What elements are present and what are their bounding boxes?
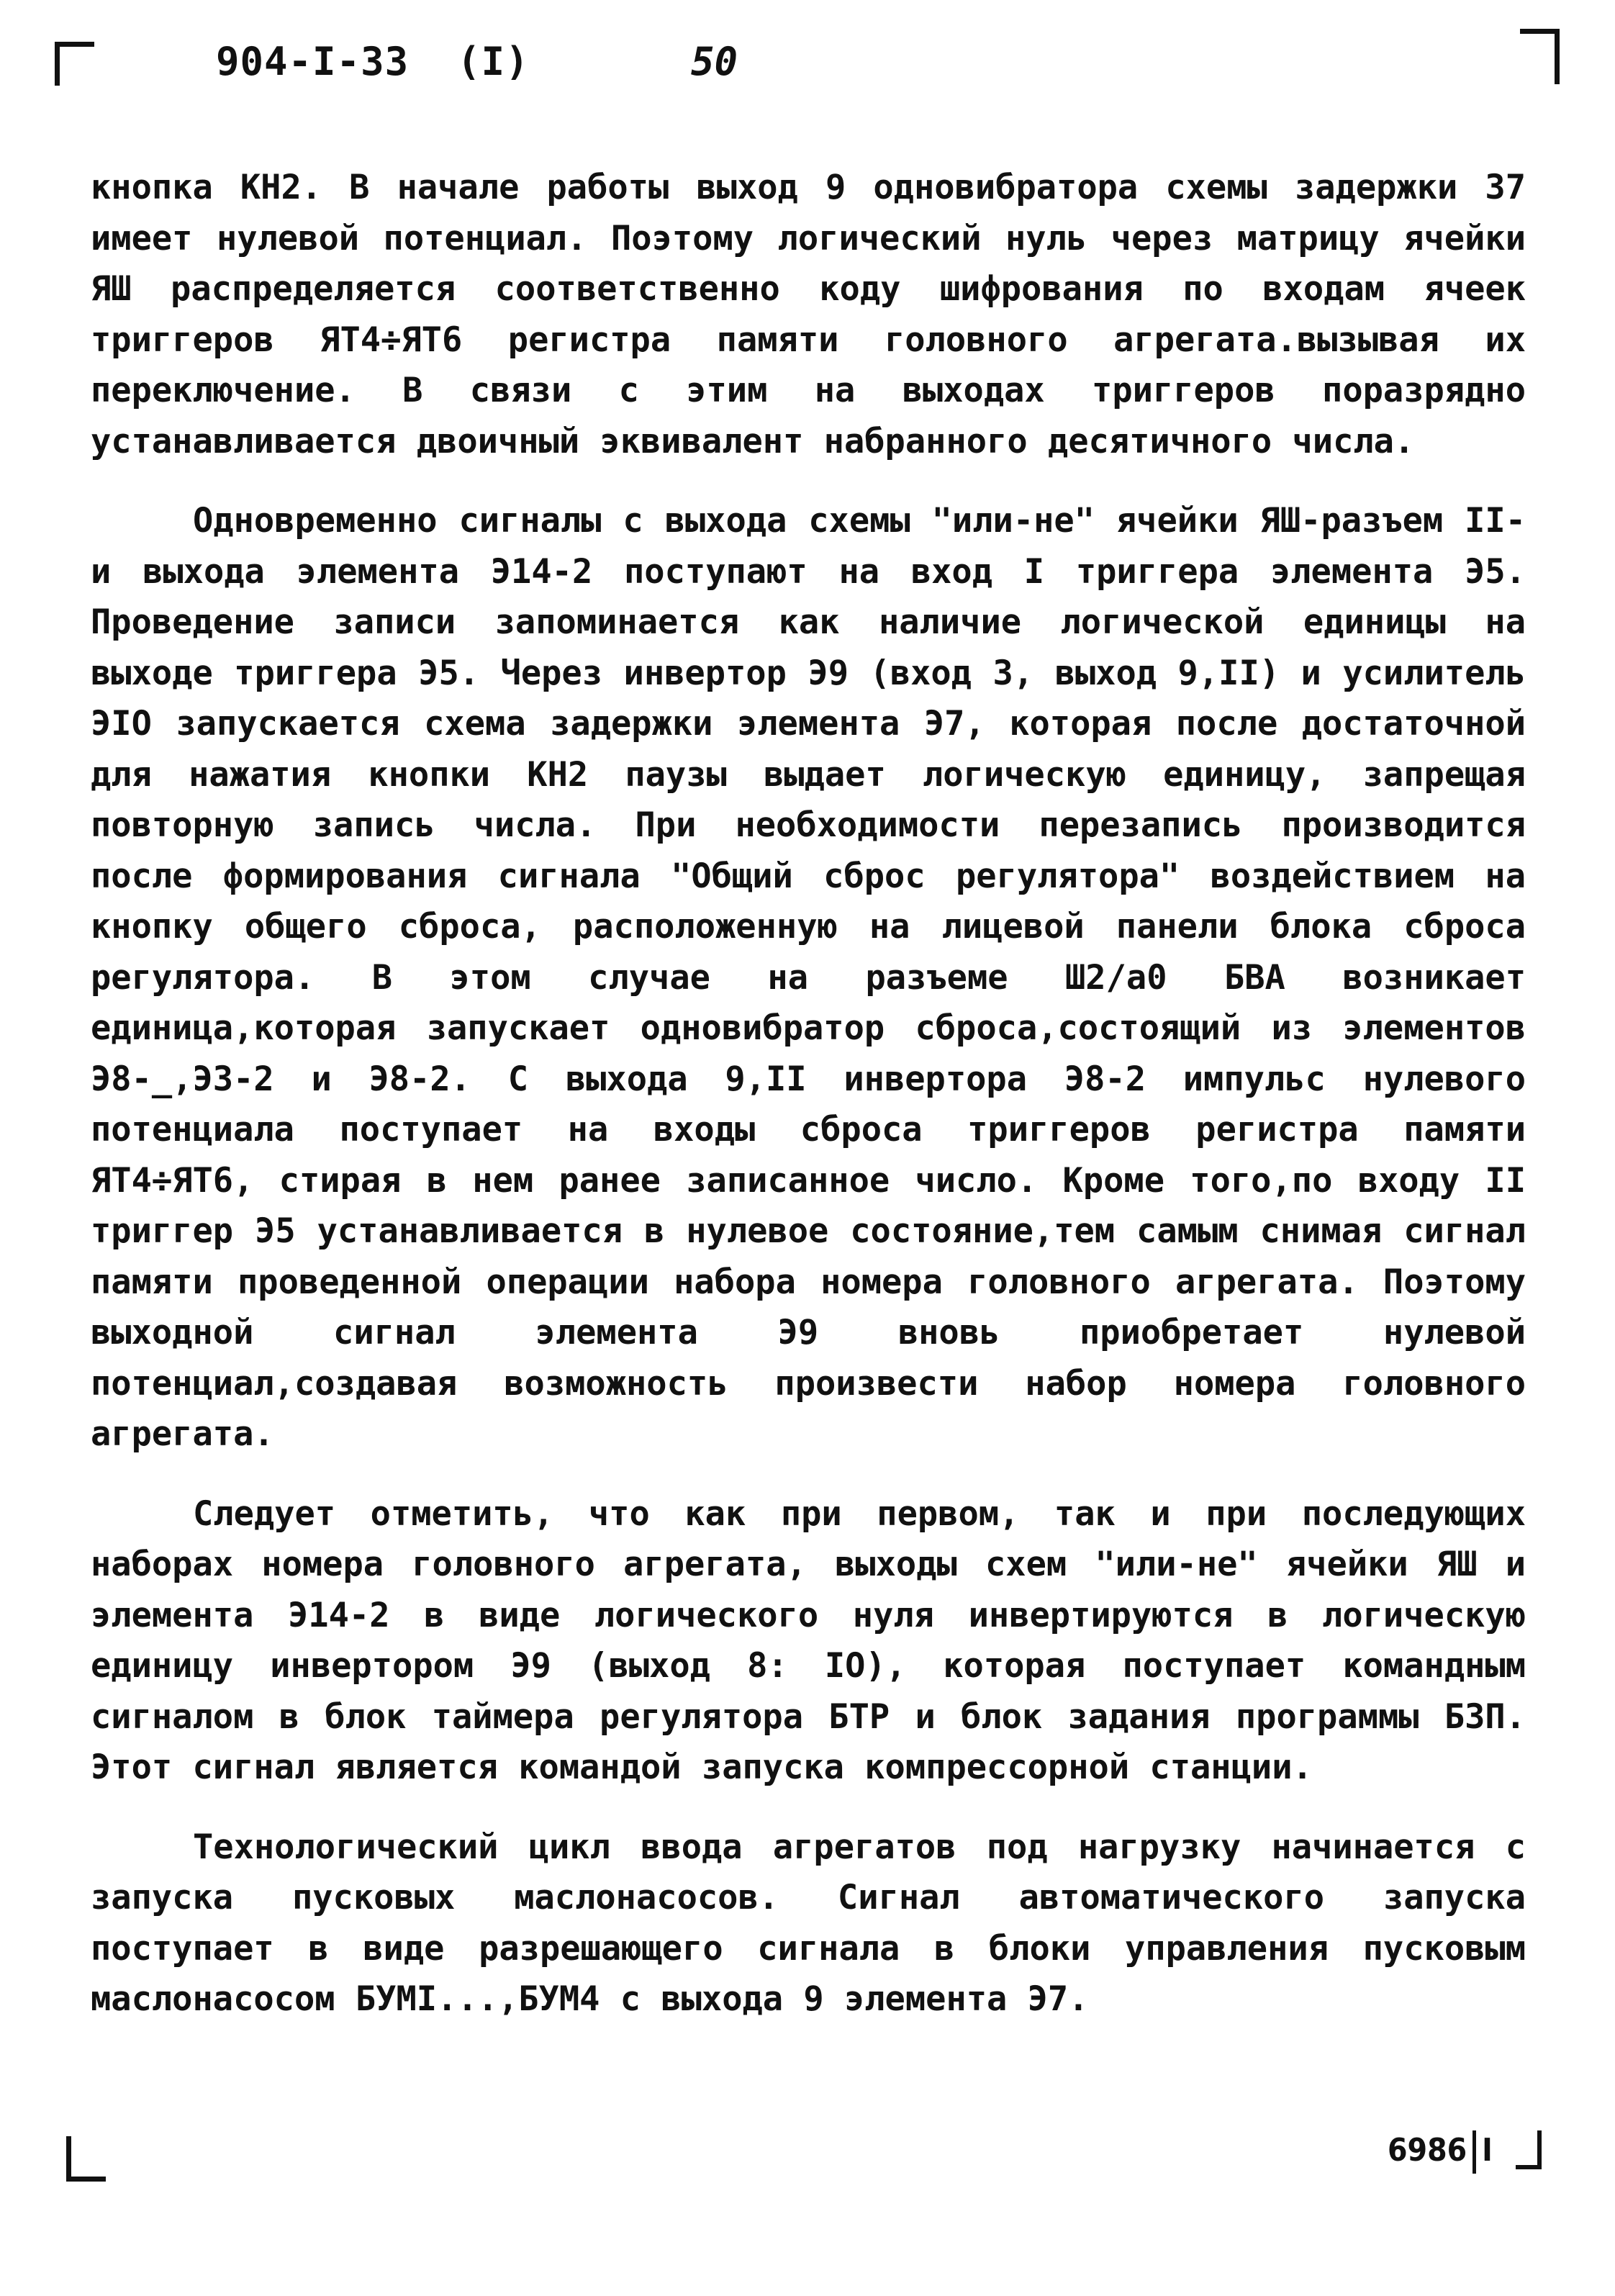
paragraph-2: Одновременно сигналы с выхода схемы "или-не" ячейки ЯШ-разъем II- и выхода элемента Э14-2 поступают на вход I триггера элемента Э5. Проведение записи запоминается как наличие логической единицы на выходе триггера Э5. Через инвертор Э9 (вход 3, выход 9,II) и усилитель ЭIO запускается схема задержки элемента Э7, которая после достаточной для нажатия кнопки КН2 паузы выдает логическую единицу, запрещая повторную запись числа. При необходимости перезапись производится после формирования сигнала "Общий сброс регулятора" воздействием на кнопку общего сброса, расположенную на лицевой панели блока сброса регулятора. В этом случае на разъеме Ш2/а0 БВА возникает единица,которая запускает одновибратор сброса,состоящий из элементов Э8-_,Э3-2 и Э8-2. С выхода 9,II инвертора Э8-2 импульс нулевого потенциала поступает на входы сброса триггеров регистра памяти ЯТ4÷ЯТ6, стирая в нем ранее записанное число. Кроме того,по входу II триггер Э5 устанавливается в нулевое состояние,тем самым снимая сигнал памяти проведенной операции набора номера головного агрегата. Поэтому выходной сигнал элемента Э9 вновь приобретает нулевой потенциал,создавая возможность произвести набор номера головного агрегата. <box>91 501 1526 1454</box>
stamp-number: 6986 <box>1388 2132 1467 2169</box>
paragraph-1: кнопка КН2. В начале работы выход 9 одновибратора схемы задержки 37 имеет нулевой потенциал. Поэтому логический нуль через матрицу ячейки ЯШ распределяется соответственно коду шифрования по входам ячеек триггеров ЯТ4÷ЯТ6 регистра памяти головного агрегата.вызывая их переключение. В связи с этим на выходах триггеров поразрядно устанавливается двоичный эквивалент набранного десятичного числа. <box>91 168 1526 461</box>
document-code: 904-I-33 (I) <box>216 39 530 84</box>
corner-mark-top-right <box>1520 29 1560 84</box>
paragraph-3: Следует отметить, что как при первом, так и при последующих наборах номера головного агрегата, выходы схем "или-не" ячейки ЯШ и элемента Э14-2 в виде логического нуля инвертируются в логическую единицу инвертором Э9 (выход 8: IO), которая поступает командным сигналом в блок таймера регулятора БТР и блок задания программы БЗП. Этот сигнал является командой запуска компрессорной станции. <box>91 1493 1526 1787</box>
corner-mark-bottom-left <box>66 2136 106 2182</box>
corner-mark-bottom-right-stub <box>1516 2165 1537 2169</box>
stamp-suffix: I <box>1482 2132 1493 2169</box>
body-text <box>91 163 1526 2025</box>
corner-mark-top-left <box>55 42 94 86</box>
stamp-divider <box>1472 2130 1476 2174</box>
inventory-stamp <box>1388 2130 1493 2174</box>
paragraph-4: Технологический цикл ввода агрегатов под нагрузку начинается с запуска пусковых маслонасосов. Сигнал автоматического запуска поступает в виде разрешающего сигнала в блоки управления пусковым маслонасосом БУМI...,БУМ4 с выхода 9 элемента Э7. <box>91 1827 1526 2019</box>
page-number: 50 <box>691 39 738 84</box>
corner-mark-bottom-right <box>1537 2130 1542 2169</box>
